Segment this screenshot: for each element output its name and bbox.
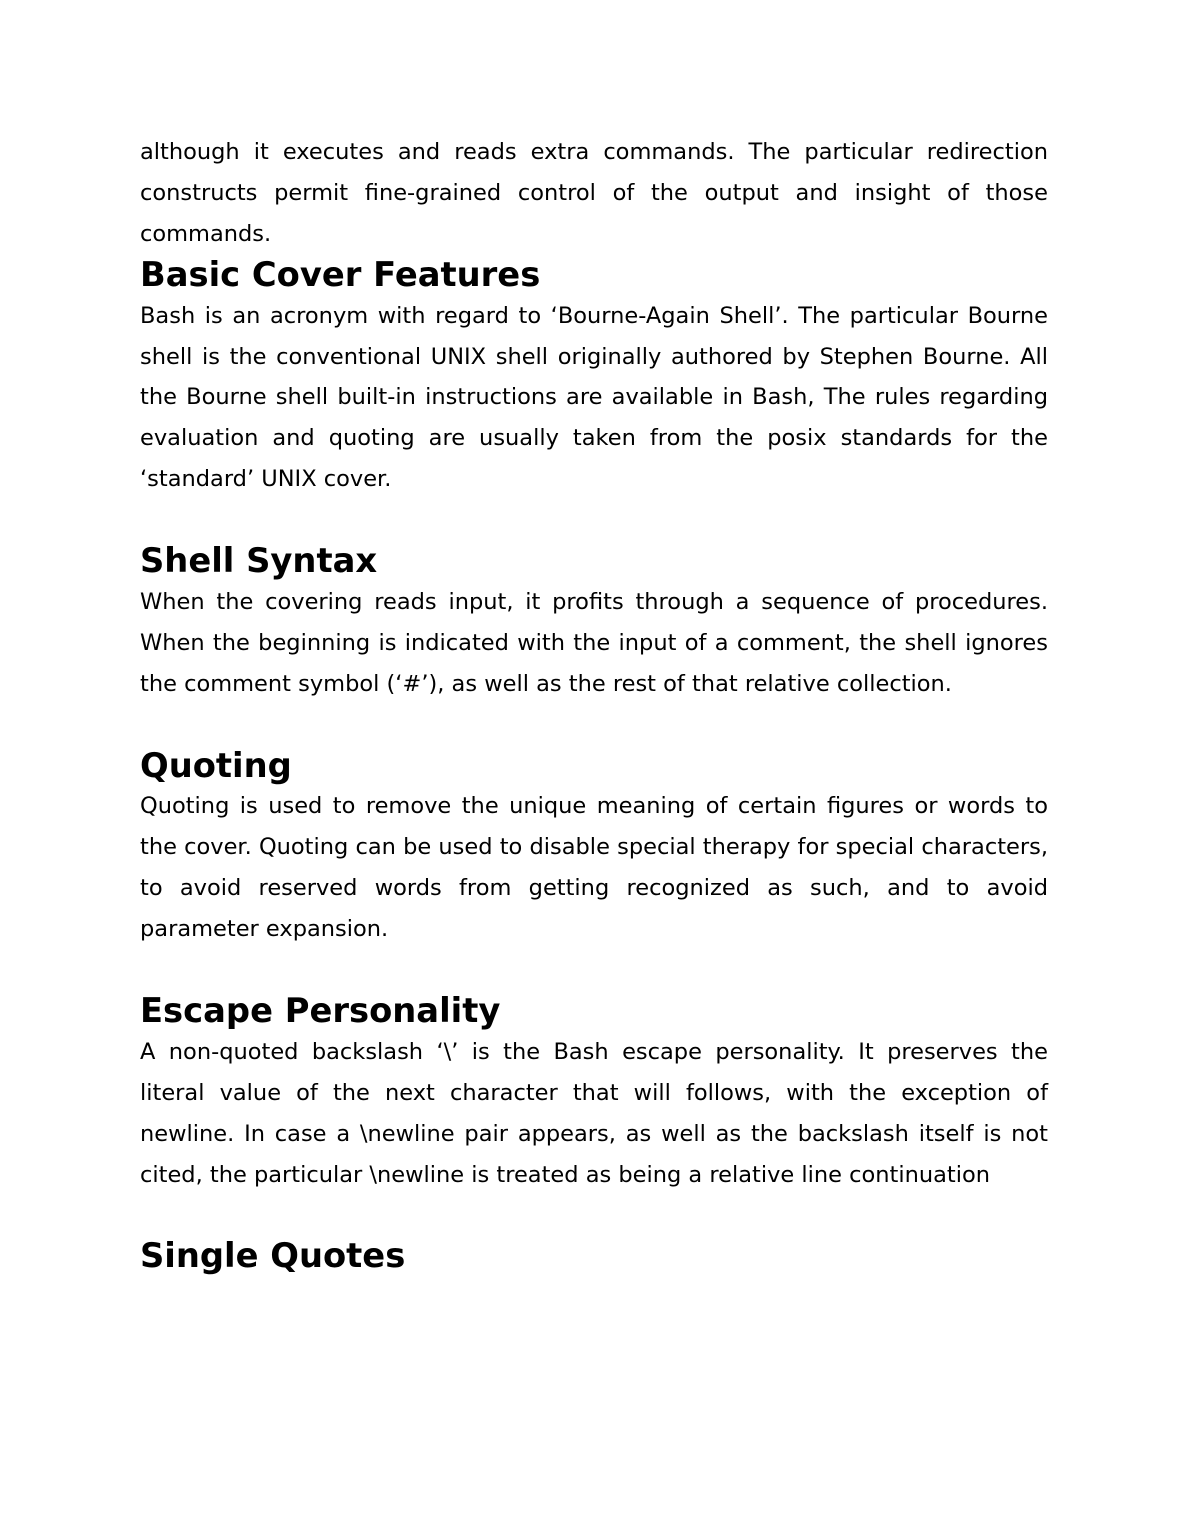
section-heading-escape-personality: Escape Personality [140,990,501,1030]
document-body [140,132,1048,1277]
section-body-quoting: Quoting is used to remove the unique meaning of certain figures or words to the cover. Quoting can be used to disable special therapy for special characters, to avoid reserved words from getting recognized as such, and to avoid parameter expansion. [140,793,1048,943]
section-heading-single-quotes: Single Quotes [140,1236,406,1276]
section-heading-basic-cover-features: Basic Cover Features [140,254,541,294]
intro-paragraph: although it executes and reads extra commands. The particular redirection constructs permit fine-grained control of the output and insight of those commands. [140,139,1048,247]
paragraph-spacer [140,500,1048,541]
section-heading-quoting: Quoting [140,745,292,785]
paragraph-spacer [140,705,1048,746]
section-body-escape-personality: A non-quoted backslash ‘\’ is the Bash escape personality. It preserves the literal value of the next character that will follows, with the exception of newline. In case a \newline pair appears, as well as the backslash itself is not cited, the particular \newline is treated as being a relative line continuation [140,1038,1048,1188]
paragraph-spacer [140,1196,1048,1237]
section-heading-shell-syntax: Shell Syntax [140,541,378,581]
paragraph-spacer [140,950,1048,991]
section-body-shell-syntax: When the covering reads input, it profits through a sequence of procedures. When the beginning is indicated with the input of a comment, the shell ignores the comment symbol (‘#’), as well as the rest of that relative collection. [140,588,1048,697]
section-body-basic-cover-features: Bash is an acronym with regard to ‘Bourne-Again Shell’. The particular Bourne shell is the conventional UNIX shell originally authored by Stephen Bourne. All the Bourne shell built-in instructions are available in Bash, The rules regarding evaluation and quoting are usually taken from the posix standards for the ‘standard’ UNIX cover. [140,302,1048,493]
